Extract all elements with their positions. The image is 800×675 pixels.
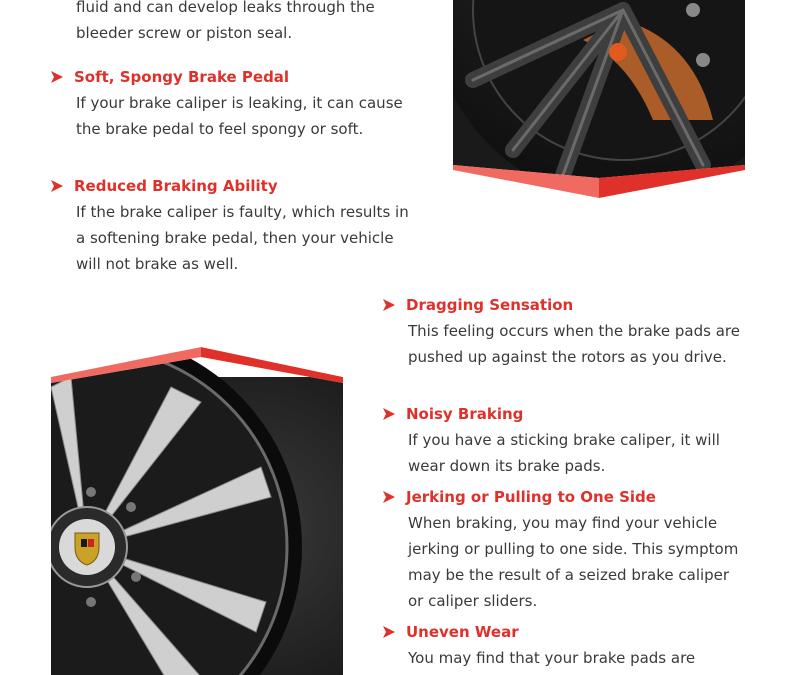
arrow-bullet-icon [382, 625, 396, 639]
porsche-wheel-photo [51, 347, 343, 675]
item-title: Noisy Braking [406, 405, 524, 423]
item-title: Soft, Spongy Brake Pedal [74, 68, 290, 86]
item-body: If the brake caliper is faulty, which results in a softening brake pedal, then your vehicle will not brake as well. [76, 203, 409, 273]
item-body: When braking, you may find your vehicle jerking or pulling to one side. This symptom may be the result of a seized brake caliper or caliper sliders. [408, 514, 739, 610]
item-title: Dragging Sensation [406, 296, 574, 314]
item-title: Reduced Braking Ability [74, 177, 278, 195]
arrow-bullet-icon [382, 407, 396, 421]
item-title: Jerking or Pulling to One Side [406, 488, 656, 506]
arrow-bullet-icon [50, 70, 64, 84]
right-item-noisy [382, 403, 742, 479]
item-title: Uneven Wear [406, 623, 519, 641]
top-left-item-reduced-braking [50, 175, 420, 277]
right-item-jerking [382, 486, 742, 614]
right-item-uneven-wear [382, 621, 742, 671]
top-left-section [50, 0, 420, 46]
item-body: If your brake caliper is leaking, it can cause the brake pedal to feel spongy or soft. [76, 94, 403, 138]
item-body: You may find that your brake pads are [408, 649, 696, 667]
item-body: This feeling occurs when the brake pads are pushed up against the rotors as you drive. [408, 322, 740, 366]
arrow-bullet-icon [50, 179, 64, 193]
arrow-bullet-icon [382, 298, 396, 312]
brake-caliper-photo [453, 0, 745, 200]
top-left-item-soft-pedal [50, 66, 420, 142]
intro-text: fluid and can develop leaks through the bleeder screw or piston seal. [76, 0, 375, 42]
right-item-dragging [382, 294, 742, 370]
arrow-bullet-icon [382, 490, 396, 504]
item-body: If you have a sticking brake caliper, it will wear down its brake pads. [408, 431, 720, 475]
